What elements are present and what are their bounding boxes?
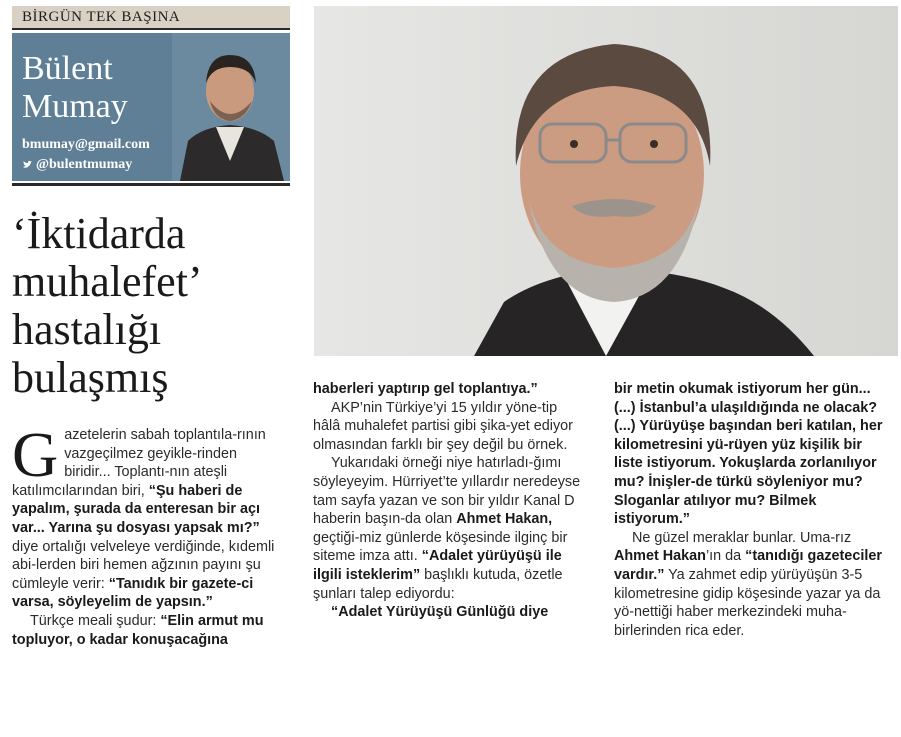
col3-text-1: Ne güzel meraklar bunlar. Uma-rız <box>632 529 852 546</box>
twitter-bird-icon <box>22 160 32 170</box>
masthead-label: BİRGÜN TEK BAŞINA <box>22 9 181 25</box>
col2-quote-1: “Adalet yürüyüşü ile ilgili isteklerim” <box>313 548 562 583</box>
col1-quote-1: “Şu haberi de yapalım, şurada da enteresan bir açı var... Yarına şu dosyası yapsak mı?” <box>12 482 260 536</box>
col3-text-3: Ya zahmet edip yürüyüşün 3-5 kilometresine gidip köşesinde yazar ya da yö-nettiği haber merkezindeki muha-birlerinden rica eder. <box>614 566 881 639</box>
col3-name-ahmet-hakan: Ahmet Hakan <box>614 548 706 565</box>
col3-quote-0: bir metin okumak istiyorum her gün... (...) İstanbul’a ulaşıldığında ne olacak? (...) Yürüyüşe başından beri katılan, her kilometresini yü-rüyen yüz kişilik bir liste istiyorum. Yokuşlarda zorlanılıyor mu? İnişler-de türkü söyleniyor mu? Sloganlar atılıyor mu? Bilmek istiyorum.” <box>614 381 883 528</box>
author-box <box>12 33 290 181</box>
column-masthead <box>12 6 290 30</box>
col2-text-2: Yukarıdaki örneği niye hatırladı-ğımı söyleyeyim. Hürriyet’te yıllardır neredeyse tam sayfa yazan ve son bir yıldır Kanal D haberin başın-da olan <box>313 455 581 528</box>
col2-name-ahmet-hakan: Ahmet Hakan, <box>456 511 553 528</box>
col2-quote-2: “Adalet Yürüyüşü Günlüğü diye <box>331 604 549 621</box>
col3-text-2: ’ın da <box>705 548 746 565</box>
headline-line-1: ‘İktidarda <box>12 209 186 258</box>
col3-quote-1: “tanıdığı gazeteciler vardır.” <box>614 548 882 583</box>
article-photo <box>314 6 898 356</box>
col2-quote-0: haberleri yaptırıp gel toplantıya.” <box>313 381 538 397</box>
col1-quote-3: “Elin armut mu topluyor, o kadar konuşacağına <box>12 612 264 648</box>
article-column-1 <box>12 419 287 649</box>
author-portrait <box>172 33 290 181</box>
article-column-3 <box>614 380 889 640</box>
headline-line-3: hastalığı <box>12 305 162 354</box>
article-column-2 <box>313 380 588 622</box>
col1-quote-2: “Tanıdık bir gazete-ci varsa, söyleyelim de yapsın.” <box>12 575 254 611</box>
author-last-name: Mumay <box>22 88 128 125</box>
author-divider <box>12 183 290 186</box>
col1-text-1: azetelerin sabah toplantıla-rının vazgeçilmez geyikle-rinden biridir... Toplantı-nın ateşli katılımcılarından biri, <box>12 427 266 499</box>
col1-text-3: Türkçe meali şudur: <box>30 612 161 629</box>
author-first-name: Bülent <box>22 50 113 87</box>
headline-line-2: muhalefet’ <box>12 257 203 306</box>
col2-text-1: AKP’nin Türkiye’yi 15 yıldır yöne-tip hâlâ muhalefet partisi gibi şika-yet ediyor olmasından farklı bir şey değil bu örnek. <box>313 399 573 453</box>
col2-text-4: başlıklı kutuda, özetle şunları talep ediyordu: <box>313 566 563 602</box>
dropcap-letter: G <box>12 419 59 490</box>
article-headline <box>12 210 302 402</box>
col2-text-3: geçtiği-miz günlerde köşesinde ilginç bir siteme imza attı. <box>313 529 568 565</box>
headline-line-4: bulaşmış <box>12 353 169 402</box>
author-email: bmumay@gmail.com <box>22 137 150 152</box>
author-twitter-row <box>22 157 132 173</box>
col1-text-2: diye ortalığı velveleye verdiğinde, kıdemli abi-lerden biri hemen ağzının payını şu cümleyle verir: <box>12 538 275 592</box>
author-twitter: @bulentmumay <box>36 157 133 172</box>
